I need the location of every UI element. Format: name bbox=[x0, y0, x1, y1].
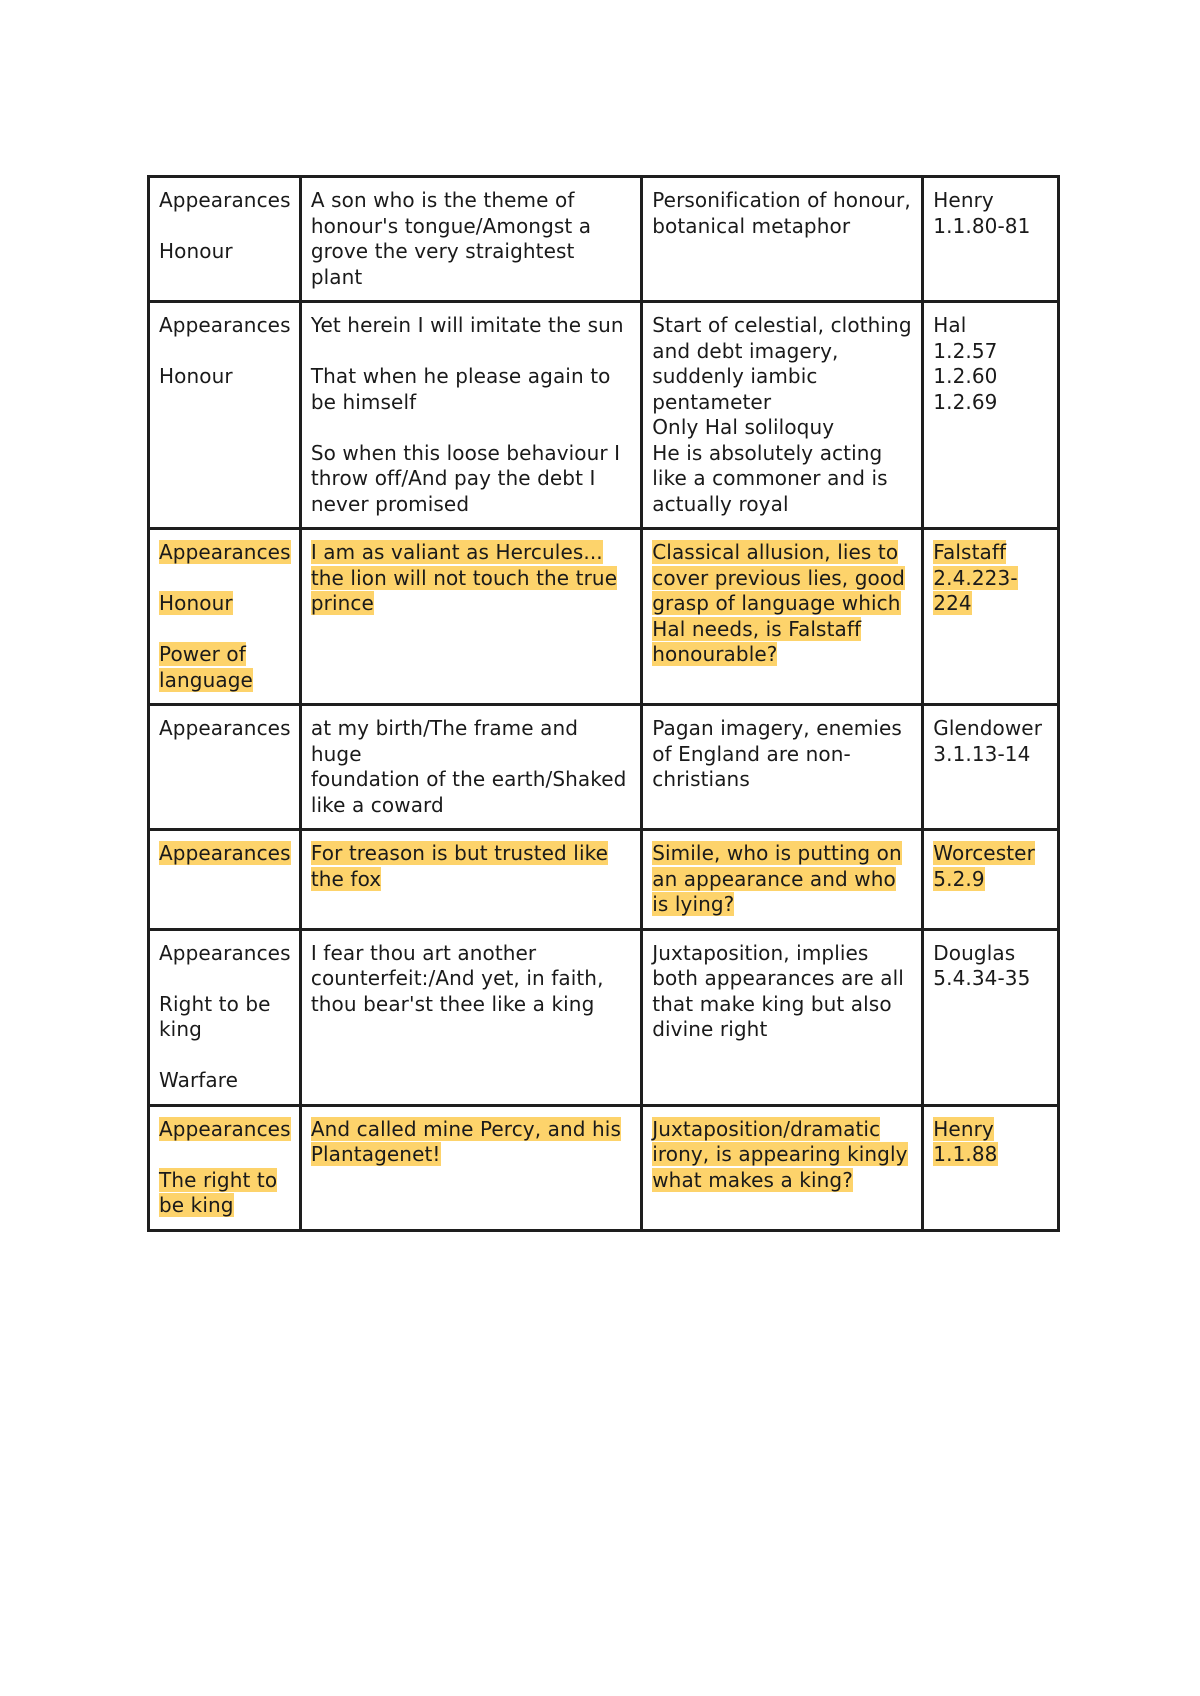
blank-line bbox=[159, 617, 291, 643]
themes-cell bbox=[149, 177, 301, 302]
quote-cell bbox=[300, 529, 641, 705]
cell-text: Classical allusion, lies to bbox=[652, 540, 899, 564]
cell-line bbox=[311, 966, 632, 992]
analysis-cell bbox=[642, 830, 923, 930]
quotes-table bbox=[147, 175, 1060, 1232]
quote-cell bbox=[300, 929, 641, 1105]
blank-line bbox=[159, 1043, 291, 1069]
cell-line bbox=[311, 841, 632, 867]
quote-cell bbox=[300, 302, 641, 529]
cell-line bbox=[311, 214, 632, 240]
cell-line bbox=[311, 492, 632, 518]
cell-text: thou bear'st thee like a king bbox=[310, 991, 595, 1016]
cell-text: like a coward bbox=[310, 792, 444, 817]
cell-line bbox=[311, 1117, 632, 1143]
cell-line bbox=[652, 214, 913, 240]
table-row bbox=[149, 929, 1059, 1105]
cell-line bbox=[159, 364, 291, 390]
cell-text: Right to be bbox=[159, 991, 271, 1016]
themes-cell bbox=[149, 830, 301, 930]
cell-line bbox=[311, 867, 632, 893]
cell-line bbox=[159, 1168, 291, 1194]
cell-text: Hal bbox=[933, 313, 967, 337]
cell-text: 5.4.34-35 bbox=[933, 966, 1031, 990]
cell-text: cover previous lies, good bbox=[652, 565, 905, 590]
cell-text: Douglas bbox=[933, 940, 1016, 965]
cell-line bbox=[933, 339, 1049, 365]
cell-text: Yet herein I will imitate the sun bbox=[310, 313, 624, 337]
cell-text: be himself bbox=[310, 389, 417, 414]
cell-text: I am as valiant as Hercules... bbox=[310, 540, 603, 564]
cell-line bbox=[159, 1068, 291, 1094]
cell-text: A son who is the theme of bbox=[310, 188, 575, 212]
cell-text: Hal needs, is Falstaff bbox=[652, 616, 862, 641]
cell-text: 1.2.57 bbox=[933, 338, 998, 363]
cell-text: both appearances are all bbox=[652, 966, 904, 990]
cell-text: Henry bbox=[933, 188, 994, 212]
cell-text: throw off/And pay the debt I bbox=[310, 466, 596, 490]
cell-text: Pagan imagery, enemies bbox=[652, 716, 902, 740]
cell-line bbox=[311, 313, 632, 339]
cell-line bbox=[652, 1142, 913, 1168]
cell-line bbox=[311, 716, 632, 767]
cell-text: language bbox=[159, 667, 253, 692]
cell-text: actually royal bbox=[652, 491, 789, 516]
cell-line bbox=[311, 239, 632, 290]
cell-text: 2.4.223-224 bbox=[933, 565, 1018, 615]
cell-text: Start of celestial, clothing bbox=[652, 313, 912, 337]
analysis-cell bbox=[642, 302, 923, 529]
blank-line bbox=[159, 339, 291, 365]
cell-line bbox=[652, 466, 913, 492]
cell-line bbox=[652, 188, 913, 214]
cell-line bbox=[311, 566, 632, 592]
cell-text: the lion will not touch the true bbox=[310, 565, 618, 590]
cell-text: an appearance and who bbox=[652, 866, 896, 891]
cell-line bbox=[159, 1117, 291, 1143]
table-row bbox=[149, 529, 1059, 705]
cell-text: divine right bbox=[652, 1017, 768, 1041]
cell-text: what makes a king? bbox=[652, 1167, 853, 1192]
cell-text: 1.1.80-81 bbox=[933, 213, 1031, 238]
cell-text: counterfeit:/And yet, in faith, bbox=[310, 966, 604, 990]
cell-text: Appearances bbox=[159, 1116, 291, 1141]
cell-text: king bbox=[159, 1017, 202, 1041]
cell-line bbox=[159, 591, 291, 617]
cell-text: Juxtaposition/dramatic bbox=[652, 1116, 881, 1141]
cell-line bbox=[652, 591, 913, 617]
cell-text: 1.1.88 bbox=[933, 1142, 998, 1166]
cell-line bbox=[652, 1168, 913, 1194]
cell-line bbox=[311, 1142, 632, 1168]
cell-text: honourable? bbox=[652, 642, 778, 666]
cell-text: Appearances bbox=[159, 188, 291, 212]
cell-text: Plantagenet! bbox=[310, 1142, 441, 1166]
cell-line bbox=[311, 364, 632, 390]
cell-line bbox=[311, 188, 632, 214]
cell-text: 5.2.9 bbox=[933, 866, 985, 891]
reference-cell bbox=[923, 302, 1059, 529]
cell-line bbox=[159, 841, 291, 867]
cell-line bbox=[933, 214, 1049, 240]
reference-cell bbox=[923, 529, 1059, 705]
reference-cell bbox=[923, 830, 1059, 930]
blank-line bbox=[159, 214, 291, 240]
cell-line bbox=[933, 1117, 1049, 1143]
cell-text: Honour bbox=[159, 239, 233, 263]
cell-text: Appearances bbox=[159, 313, 291, 337]
cell-line bbox=[311, 540, 632, 566]
cell-line bbox=[159, 1017, 291, 1043]
cell-line bbox=[652, 642, 913, 668]
cell-text: Honour bbox=[159, 364, 233, 388]
cell-line bbox=[652, 364, 913, 390]
cell-text: foundation of the earth/Shaked bbox=[310, 767, 627, 791]
cell-line bbox=[159, 1193, 291, 1219]
cell-line bbox=[159, 540, 291, 566]
cell-text: And called mine Percy, and his bbox=[310, 1116, 621, 1141]
cell-text: irony, is appearing kingly bbox=[652, 1142, 908, 1166]
cell-text: pentameter bbox=[652, 389, 772, 414]
cell-text: For treason is but trusted like bbox=[310, 841, 608, 865]
cell-line bbox=[311, 591, 632, 617]
themes-cell bbox=[149, 302, 301, 529]
cell-text: Honour bbox=[159, 591, 233, 615]
cell-text: of England are non- bbox=[652, 741, 851, 766]
cell-line bbox=[652, 767, 913, 793]
quote-cell bbox=[300, 1105, 641, 1230]
cell-text: Warfare bbox=[159, 1068, 239, 1092]
cell-line bbox=[652, 540, 913, 566]
cell-text: Appearances bbox=[159, 540, 291, 564]
cell-line bbox=[159, 716, 291, 742]
cell-line bbox=[933, 867, 1049, 893]
cell-text: Worcester bbox=[933, 841, 1035, 865]
table-row bbox=[149, 302, 1059, 529]
cell-line bbox=[311, 767, 632, 793]
cell-text: Appearances bbox=[159, 940, 291, 965]
cell-text: is lying? bbox=[652, 892, 735, 916]
cell-line bbox=[159, 992, 291, 1018]
cell-line bbox=[311, 466, 632, 492]
cell-line bbox=[159, 313, 291, 339]
cell-line bbox=[159, 941, 291, 967]
blank-line bbox=[159, 1142, 291, 1168]
cell-text: never promised bbox=[310, 491, 470, 516]
cell-line bbox=[159, 642, 291, 668]
cell-text: I fear thou art another bbox=[310, 940, 537, 965]
cell-line bbox=[311, 992, 632, 1018]
cell-line bbox=[159, 668, 291, 694]
cell-line bbox=[652, 492, 913, 518]
cell-line bbox=[933, 540, 1049, 566]
cell-line bbox=[933, 313, 1049, 339]
cell-text: 3.1.13-14 bbox=[933, 741, 1031, 766]
cell-line bbox=[652, 716, 913, 742]
cell-line bbox=[933, 966, 1049, 992]
blank-line bbox=[159, 566, 291, 592]
quotes-table-body bbox=[149, 177, 1059, 1231]
cell-text: that make king but also bbox=[652, 991, 892, 1016]
table-row bbox=[149, 830, 1059, 930]
analysis-cell bbox=[642, 1105, 923, 1230]
cell-text: Simile, who is putting on bbox=[652, 841, 902, 865]
cell-line bbox=[933, 941, 1049, 967]
cell-text: christians bbox=[652, 767, 750, 791]
themes-cell bbox=[149, 1105, 301, 1230]
cell-text: Falstaff bbox=[933, 540, 1007, 564]
reference-cell bbox=[923, 929, 1059, 1105]
cell-text: Henry bbox=[933, 1116, 994, 1141]
cell-line bbox=[652, 1017, 913, 1043]
cell-text: That when he please again to bbox=[310, 364, 611, 388]
analysis-cell bbox=[642, 529, 923, 705]
table-row bbox=[149, 177, 1059, 302]
cell-text: 1.2.69 bbox=[933, 389, 998, 414]
analysis-cell bbox=[642, 929, 923, 1105]
cell-line bbox=[933, 742, 1049, 768]
cell-line bbox=[933, 188, 1049, 214]
cell-text: like a commoner and is bbox=[652, 466, 888, 490]
cell-line bbox=[652, 415, 913, 441]
cell-line bbox=[652, 339, 913, 365]
cell-line bbox=[652, 992, 913, 1018]
cell-line bbox=[652, 441, 913, 467]
themes-cell bbox=[149, 929, 301, 1105]
cell-text: be king bbox=[159, 1193, 234, 1217]
quote-cell bbox=[300, 177, 641, 302]
cell-line bbox=[652, 390, 913, 416]
table-row bbox=[149, 705, 1059, 830]
quote-cell bbox=[300, 705, 641, 830]
blank-line bbox=[159, 966, 291, 992]
cell-line bbox=[311, 390, 632, 416]
cell-line bbox=[933, 716, 1049, 742]
cell-text: grove the very straightest plant bbox=[310, 239, 581, 289]
cell-line bbox=[652, 941, 913, 967]
cell-line bbox=[652, 742, 913, 768]
cell-text: Only Hal soliloquy bbox=[652, 415, 835, 439]
table-row bbox=[149, 1105, 1059, 1230]
cell-line bbox=[652, 841, 913, 867]
blank-line bbox=[311, 415, 632, 441]
cell-line bbox=[652, 617, 913, 643]
cell-line bbox=[652, 1117, 913, 1143]
themes-cell bbox=[149, 529, 301, 705]
cell-line bbox=[311, 941, 632, 967]
analysis-cell bbox=[642, 705, 923, 830]
cell-line bbox=[159, 188, 291, 214]
cell-line bbox=[933, 1142, 1049, 1168]
analysis-cell bbox=[642, 177, 923, 302]
cell-line bbox=[933, 390, 1049, 416]
cell-text: suddenly iambic bbox=[652, 364, 818, 388]
reference-cell bbox=[923, 177, 1059, 302]
reference-cell bbox=[923, 1105, 1059, 1230]
reference-cell bbox=[923, 705, 1059, 830]
cell-text: Appearances bbox=[159, 716, 291, 740]
cell-text: Juxtaposition, implies bbox=[652, 940, 869, 965]
cell-text: Glendower bbox=[933, 716, 1043, 740]
cell-text: He is absolutely acting bbox=[652, 440, 883, 465]
cell-text: botanical metaphor bbox=[652, 213, 851, 238]
cell-text: grasp of language which bbox=[652, 591, 901, 615]
cell-line bbox=[933, 364, 1049, 390]
cell-line bbox=[159, 239, 291, 265]
quote-cell bbox=[300, 830, 641, 930]
cell-line bbox=[652, 966, 913, 992]
cell-text: So when this loose behaviour I bbox=[310, 440, 621, 465]
themes-cell bbox=[149, 705, 301, 830]
cell-text: Power of bbox=[159, 642, 246, 666]
cell-line bbox=[652, 892, 913, 918]
cell-text: at my birth/The frame and huge bbox=[310, 716, 585, 766]
cell-line bbox=[652, 566, 913, 592]
cell-text: The right to bbox=[159, 1167, 278, 1192]
cell-line bbox=[652, 313, 913, 339]
cell-text: honour's tongue/Amongst a bbox=[310, 213, 592, 238]
cell-text: prince bbox=[310, 591, 374, 615]
cell-text: and debt imagery, bbox=[652, 338, 839, 363]
cell-line bbox=[933, 566, 1049, 617]
cell-line bbox=[311, 793, 632, 819]
cell-text: 1.2.60 bbox=[933, 364, 998, 388]
cell-line bbox=[933, 841, 1049, 867]
cell-text: the fox bbox=[310, 866, 382, 891]
cell-text: Appearances bbox=[159, 841, 291, 865]
cell-text: Personification of honour, bbox=[652, 188, 911, 212]
blank-line bbox=[311, 339, 632, 365]
cell-line bbox=[652, 867, 913, 893]
cell-line bbox=[311, 441, 632, 467]
